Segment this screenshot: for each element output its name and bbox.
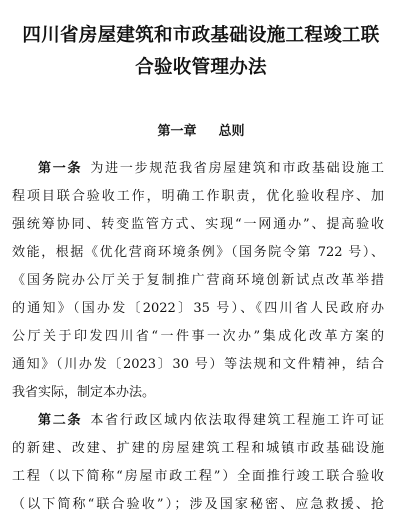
article-2-line: 的新建、改建、扩建的房屋建筑工程和城镇市政基础设施 — [12, 441, 384, 456]
article-2-line: （以下简称“联合验收”）；涉及国家秘密、应急救援、抢 — [12, 497, 384, 512]
article-2-label: 第二条 — [38, 413, 83, 428]
article-1-line: 通知》（川办发〔2023〕30 号）等法规和文件精神，结合 — [12, 357, 384, 372]
article-1-line: 的通知》（国办发〔2022〕35 号）、《四川省人民政府办 — [12, 301, 384, 316]
article-2-line: 工程（以下简称“房屋市政工程”）全面推行竣工联合验收 — [12, 469, 384, 484]
article-1-line: 效能，根据《优化营商环境条例》（国务院令第 722 号）、 — [12, 245, 384, 260]
article-2-line — [38, 410, 384, 432]
article-1-line: 我省实际，制定本办法。 — [12, 385, 156, 400]
article-1-line: 程项目联合验收工作，明确工作职责，优化验收程序、加 — [12, 189, 384, 204]
chapter-number: 第一章 — [157, 124, 197, 139]
chapter-heading — [0, 120, 402, 139]
article-1-text: 为进一步规范我省房屋建筑和市政基础设施工 — [90, 161, 384, 176]
article-1-line: 《国务院办公厅关于复制推广营商环境创新试点改革举措 — [12, 273, 384, 288]
article-2-text: 本省行政区域内依法取得建筑工程施工许可证 — [90, 413, 384, 428]
article-1-line: 强统筹协同、转变监管方式、实现“一网通办”、提高验收 — [12, 217, 384, 232]
article-1-line: 公厅关于印发四川省“一件事一次办”集成化改革方案的 — [12, 329, 384, 344]
article-1-line — [38, 158, 384, 180]
document-title-line-2: 合验收管理办法 — [135, 57, 267, 78]
document-title-line-1: 四川省房屋建筑和市政基础设施工程竣工联 — [22, 25, 380, 46]
chapter-name: 总则 — [218, 124, 245, 139]
article-1-label: 第一条 — [38, 161, 83, 176]
